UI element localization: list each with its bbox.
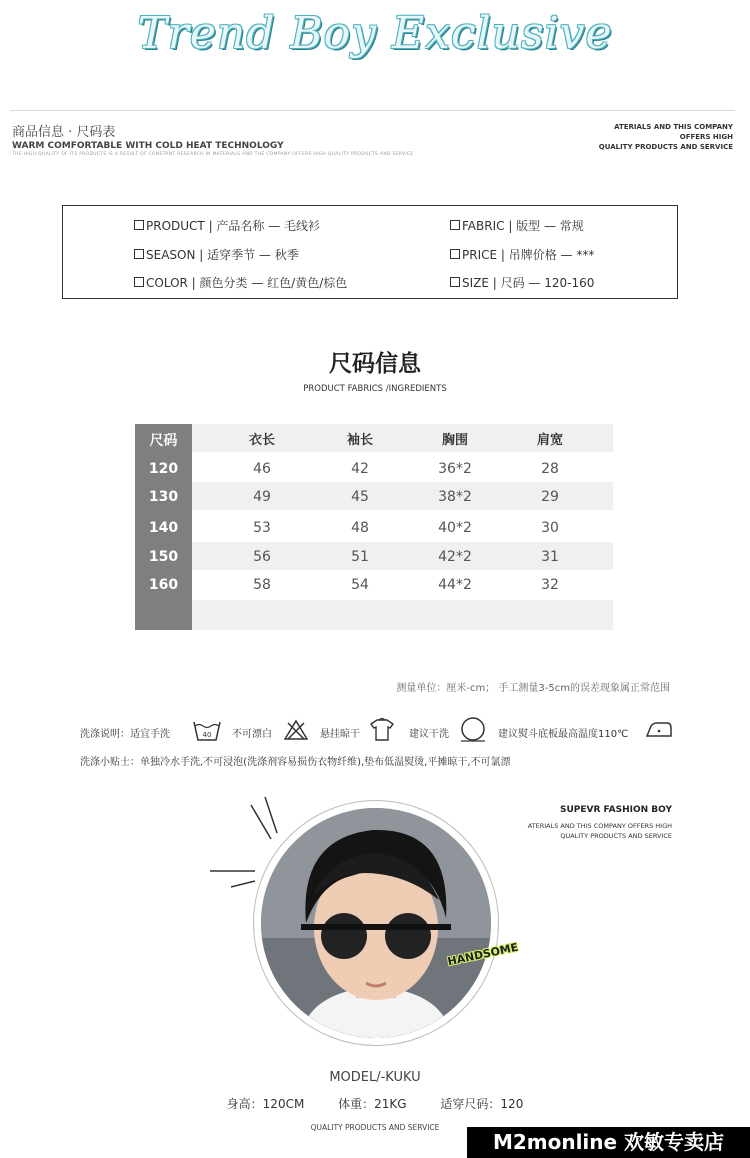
table-cell: 40*2: [438, 520, 472, 536]
model-photo: [261, 808, 491, 1038]
care-label: 洗涤说明：适宜手洗: [80, 729, 170, 740]
table-row: [135, 600, 613, 630]
attr-price: [450, 246, 594, 263]
info-title: 商品信息 · 尺码表: [12, 125, 116, 140]
table-cell: 54: [351, 577, 369, 593]
table-header: 胸围: [441, 433, 468, 448]
iron-label: 建议熨斗底板最高温度110℃: [498, 729, 629, 740]
table-cell: 130: [148, 489, 179, 505]
attr-product: [134, 217, 320, 234]
iron-icon: [645, 720, 673, 738]
checkbox-icon: [134, 220, 144, 230]
hand-wash-icon: [193, 718, 221, 742]
table-cell: 160: [148, 577, 179, 593]
table-cell: 49: [253, 489, 271, 505]
company-line: ATERIALS AND THIS COMPANY: [614, 123, 733, 131]
brand-sub-line: QUALITY PRODUCTS AND SERVICE: [560, 832, 672, 840]
info-fine-print: THE HIGH QUALITY OF ITS PRODUCTS IS A RESULT OF CONSTANT RESEARCH IN MATERIALS AND THE COMPANY OFFERS HIGH QUALITY PRODUCTS AND SERVICE: [12, 152, 414, 157]
size-table: [135, 424, 613, 630]
attr-fabric: [450, 217, 584, 234]
hang-dry-icon: [369, 716, 395, 742]
table-header: 尺码: [149, 433, 178, 449]
checkbox-icon: [134, 277, 144, 287]
attr-color: [134, 274, 347, 291]
checkbox-icon: [450, 220, 460, 230]
dry-clean-label: 建议干洗: [409, 729, 449, 740]
table-cell: 29: [541, 489, 559, 505]
table-cell: 44*2: [438, 577, 472, 593]
attr-text: SEASON | 适穿季节 — 秋季: [146, 248, 299, 262]
table-cell: 56: [253, 549, 271, 565]
table-cell: 28: [541, 461, 559, 477]
model-illustration: [261, 808, 491, 1038]
table-cell: 48: [351, 520, 369, 536]
table-cell: 36*2: [438, 461, 472, 477]
table-cell: 53: [253, 520, 271, 536]
table-cell: 46: [253, 461, 271, 477]
table-cell: 30: [541, 520, 559, 536]
no-bleach-icon: [284, 719, 308, 741]
table-cell: 45: [351, 489, 369, 505]
info-subtitle: WARM COMFORTABLE WITH COLD HEAT TECHNOLOGY: [12, 141, 284, 151]
checkbox-icon: [450, 277, 460, 287]
table-cell: 150: [148, 549, 179, 565]
care-tips: 洗涤小贴士：单独冷水手洗,不可浸泡(洗涤剂容易损伤衣物纤维),垫布低温熨烫,平摊晾干,不可氯漂: [80, 757, 511, 768]
table-cell: 140: [148, 520, 179, 536]
measurement-note: 测量单位：厘米-cm； 手工测量3-5cm的误差现象属正常范围: [396, 683, 670, 694]
model-brand-sub: [528, 821, 672, 841]
table-header: 袖长: [346, 433, 373, 448]
no-bleach-label: 不可漂白: [232, 729, 272, 740]
brand-sub-line: ATERIALS AND THIS COMPANY OFFERS HIGH: [527, 822, 672, 830]
company-line: OFFERS HIGH: [679, 133, 733, 141]
table-cell: 42*2: [438, 549, 472, 565]
store-watermark: M2monline 欢敏专卖店: [467, 1127, 750, 1158]
hang-dry-label: 悬挂晾干: [320, 729, 360, 740]
model-brand: SUPEVR FASHION BOY: [559, 805, 672, 815]
table-cell: 42: [351, 461, 369, 477]
model-name: MODEL/-KUKU: [329, 1070, 421, 1085]
hand-wash-temp: 40: [202, 731, 212, 739]
table-cell: 38*2: [438, 489, 472, 505]
table-header: 衣长: [248, 433, 275, 448]
dry-clean-icon: [459, 716, 487, 742]
table-cell: 120: [148, 461, 179, 477]
attr-text: PRICE | 吊牌价格 — ***: [462, 248, 595, 262]
model-weight: 体重：21KG: [338, 1097, 407, 1111]
table-cell: 32: [541, 577, 559, 593]
attr-text: SIZE | 尺码 — 120-160: [462, 276, 595, 290]
table-cell: 51: [351, 549, 369, 565]
attr-text: PRODUCT | 产品名称 — 毛线衫: [146, 219, 321, 233]
attr-text: FABRIC | 版型 — 常规: [462, 219, 584, 233]
table-cell: 31: [541, 549, 559, 565]
checkbox-icon: [450, 249, 460, 259]
model-stats: [0, 1095, 750, 1112]
attr-text: COLOR | 颜色分类 — 红色/黄色/棕色: [146, 276, 348, 290]
company-tagline: [599, 122, 733, 152]
handsome-badge: HANDSOME: [446, 940, 520, 969]
table-cell: 58: [253, 577, 271, 593]
divider: [10, 110, 735, 111]
attr-season: [134, 246, 299, 263]
brand-title: Trend Boy Exclusive: [137, 8, 613, 59]
size-chart-title: 尺码信息: [329, 351, 421, 377]
model-height: 身高：120CM: [226, 1097, 305, 1111]
size-chart-subtitle: PRODUCT FABRICS /INGREDIENTS: [303, 384, 447, 394]
checkbox-icon: [134, 249, 144, 259]
company-line: QUALITY PRODUCTS AND SERVICE: [598, 143, 733, 151]
model-fit-size: 适穿尺码：120: [440, 1097, 524, 1111]
attr-size: [450, 274, 594, 291]
table-header: 肩宽: [536, 433, 563, 448]
bottom-tagline: QUALITY PRODUCTS AND SERVICE: [310, 1123, 440, 1132]
